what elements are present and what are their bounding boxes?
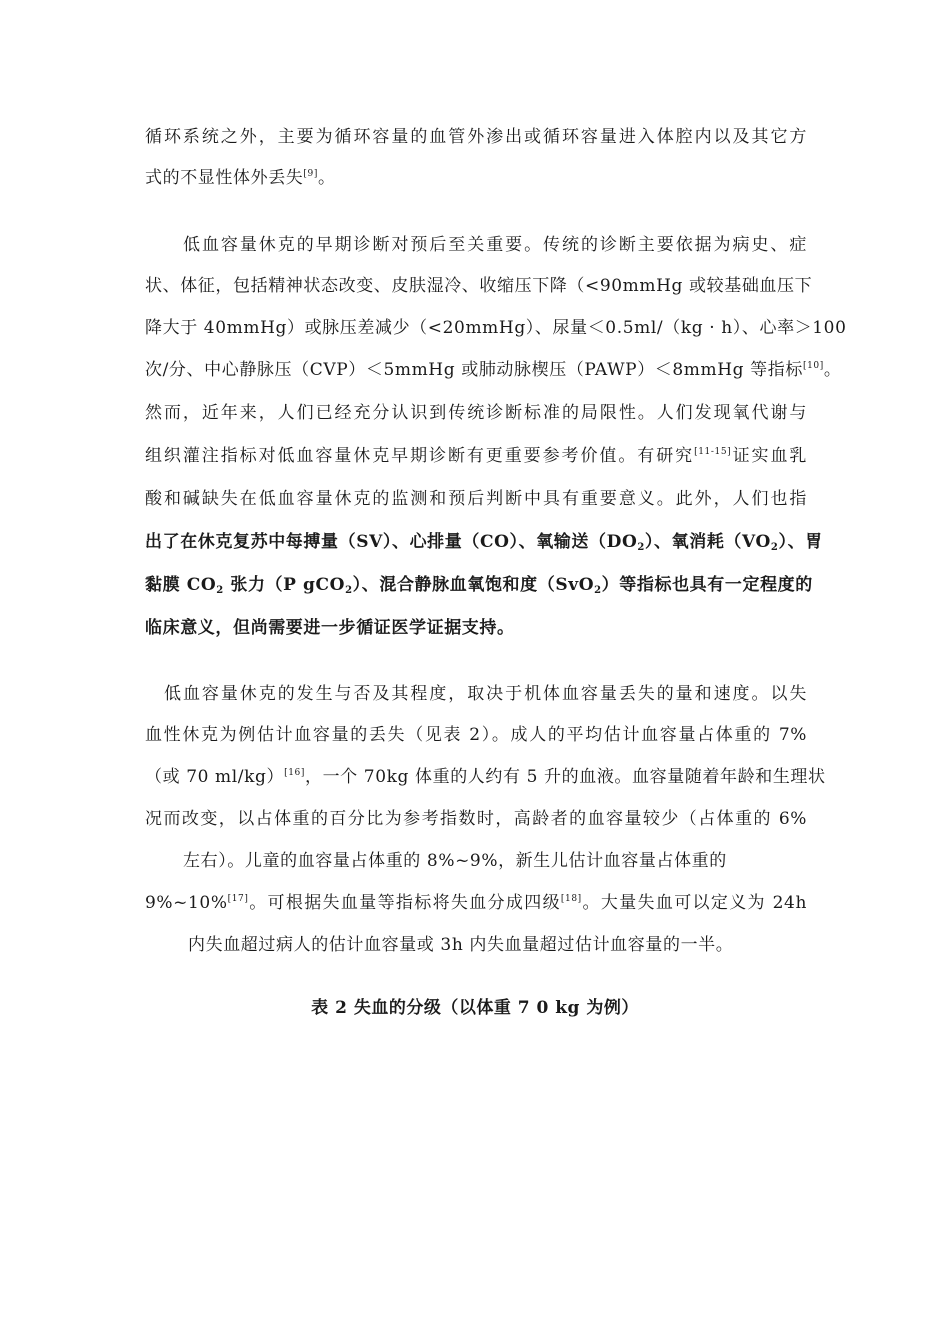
subscript: 2 [345, 585, 353, 596]
paragraph2-line1: 低血容量休克的早期诊断对预后至关重要。传统的诊断主要依据为病史、症 [183, 235, 807, 255]
text-span: （或 70 ml/kg） [145, 767, 285, 787]
paragraph3-line3 [145, 767, 826, 787]
paragraph2-line6 [145, 446, 807, 466]
text-span: 张力（P gCO [223, 575, 346, 595]
paragraph3-line5: 左右）。儿童的血容量占体重的 8%~9%，新生儿估计血容量占体重的 [183, 851, 727, 871]
citation-ref: [17] [227, 894, 249, 904]
text-span: 。 [823, 360, 842, 380]
text-span: ）、氧消耗（VO [644, 532, 771, 552]
text-span: 式的不显性体外丢失 [145, 168, 304, 188]
text-span: ）等指标也具有一定程度的 [601, 575, 813, 595]
text-span: ）、胃 [778, 532, 823, 552]
paragraph1-line2 [145, 168, 336, 188]
text-span: 组织灌注指标对低血容量休克早期诊断有更重要参考价值。有研究 [145, 446, 695, 466]
citation-ref: [9] [303, 169, 318, 179]
paragraph2-line5: 然而，近年来，人们已经充分认识到传统诊断标准的局限性。人们发现氧代谢与 [145, 403, 807, 423]
text-span: 。可根据失血量等指标将失血分成四级 [248, 893, 561, 913]
paragraph3-line2: 血性休克为例估计血容量的丢失（见表 2）。成人的平均估计血容量占体重的 7% [145, 725, 807, 745]
text-span: 证实血乳 [731, 446, 808, 466]
text-span: 。大量失血可以定义为 24h [581, 893, 807, 913]
paragraph2-line4 [145, 360, 842, 380]
subscript: 2 [216, 585, 224, 596]
paragraph2-line9 [145, 575, 813, 596]
paragraph3-line6 [145, 893, 807, 913]
subscript: 2 [637, 542, 645, 553]
paragraph3-line4: 况而改变，以占体重的百分比为参考指数时，高龄者的血容量较少（占体重的 6% [145, 809, 807, 829]
citation-ref: [18] [560, 894, 582, 904]
paragraph1-line1: 循环系统之外，主要为循环容量的血管外渗出或循环容量进入体腔内以及其它方 [145, 127, 807, 147]
paragraph3-line1: 低血容量休克的发生与否及其程度，取决于机体血容量丢失的量和速度。以失 [164, 684, 807, 704]
text-span: ）、混合静脉血氧饱和度（SvO [352, 575, 595, 595]
citation-ref: [10] [802, 361, 824, 371]
text-span: 9%~10% [145, 893, 228, 913]
paragraph2-line7: 酸和碱缺失在低血容量休克的监测和预后判断中具有重要意义。此外，人们也指 [145, 489, 807, 509]
paragraph2-line8 [145, 532, 823, 553]
paragraph2-line2: 状、体征，包括精神状态改变、皮肤湿冷、收缩压下降（<90mmHg 或较基础血压下 [145, 276, 813, 296]
paragraph3-line7: 内失血超过病人的估计血容量或 3h 内失血量超过估计血容量的一半。 [188, 935, 734, 955]
citation-ref: [16] [284, 768, 305, 778]
text-span: ，一个 70kg 体重的人约有 5 升的血液。血容量随着年龄和生理状 [304, 767, 826, 787]
table-caption: 表 2 失血的分级（以体重 7 0 kg 为例） [311, 998, 639, 1018]
citation-ref: [11-15] [694, 447, 732, 457]
text-span: 黏膜 CO [145, 575, 217, 595]
text-span: 次/分、中心静脉压（CVP）＜5mmHg 或肺动脉楔压（PAWP）＜8mmHg 等指标 [145, 360, 803, 380]
paragraph2-line3: 降大于 40mmHg）或脉压差减少（<20mmHg）、尿量＜0.5ml/（kg · h）、心率＞100 [145, 318, 847, 338]
subscript: 2 [770, 542, 779, 553]
subscript: 2 [594, 585, 602, 596]
paragraph2-line10: 临床意义，但尚需要进一步循证医学证据支持。 [145, 618, 515, 638]
text-span: 。 [317, 168, 336, 188]
text-span: 出了在休克复苏中每搏量（SV）、心排量（CO）、氧输送（DO [145, 532, 638, 552]
